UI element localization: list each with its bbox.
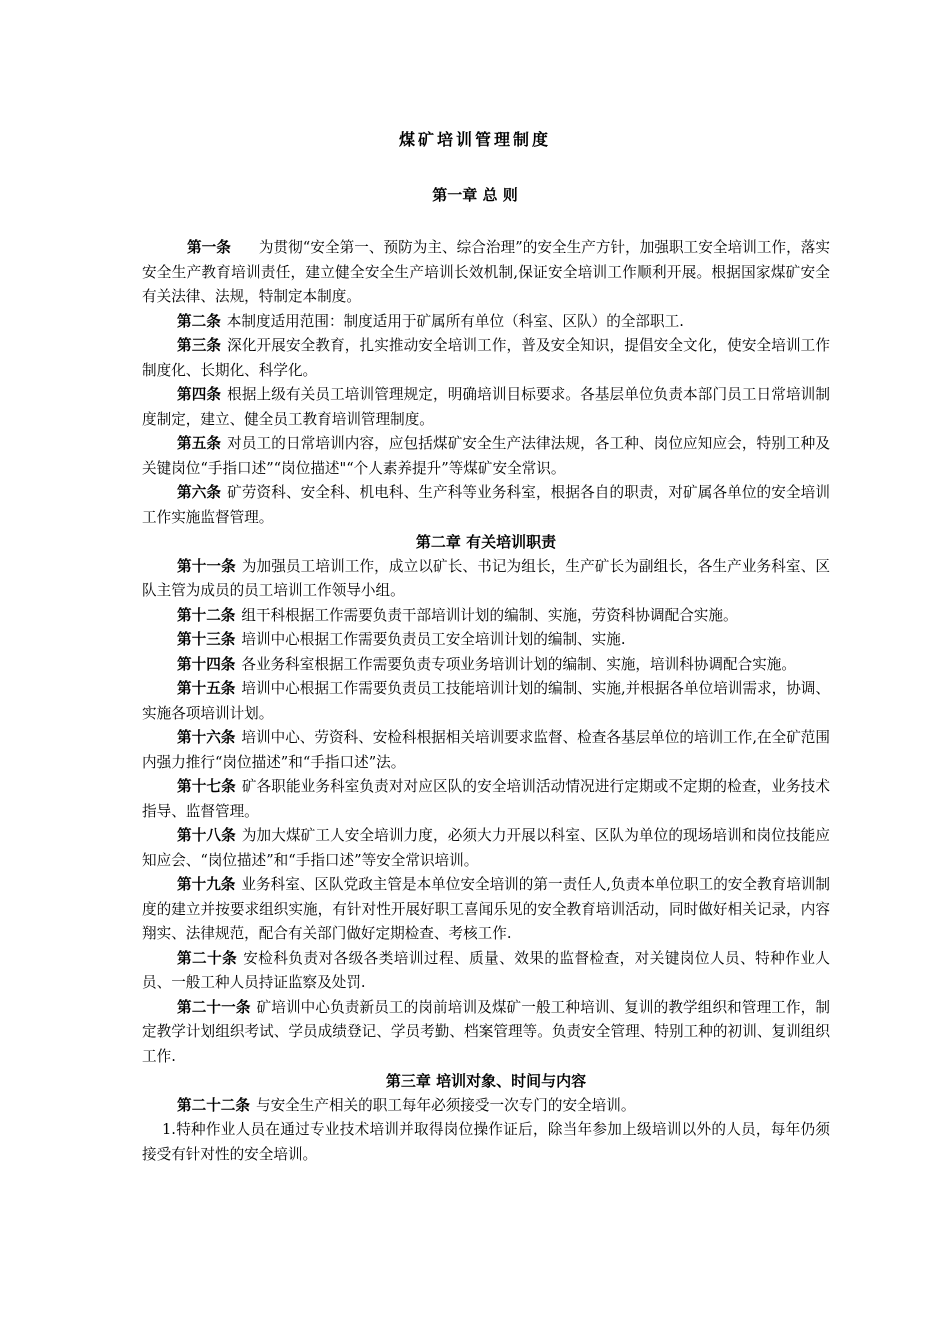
article-label: 第十一条 bbox=[177, 557, 236, 575]
article-label: 第二条 bbox=[177, 312, 221, 330]
article-label: 第四条 bbox=[177, 386, 222, 403]
article-2 bbox=[142, 310, 830, 335]
article-label: 第十八条 bbox=[177, 827, 236, 844]
article-19 bbox=[142, 873, 830, 947]
article-text: 矿劳资科、安全科、机电科、生产科等业务科室，根据各自的职责，对矿属各单位的安全培训工作实施监督管理。 bbox=[142, 484, 830, 526]
article-text: 业务科室、区队党政主管是本单位安全培训的第一责任人,负责本单位职工的安全教育培训制度的建立并按要求组织实施，有针对性开展好职工喜闻乐见的安全教育培训活动，同时做好相关记录，内容翔实、法律规范，配合有关部门做好定期检查、考核工作. bbox=[142, 876, 830, 942]
article-label: 第十二条 bbox=[177, 606, 236, 624]
article-label: 第十五条 bbox=[177, 680, 236, 697]
article-text: 组干科根据工作需要负责干部培训计划的编制、实施，劳资科协调配合实施。 bbox=[241, 606, 738, 624]
article-text: 矿培训中心负责新员工的岗前培训及煤矿一般工种培训、复训的教学组织和管理工作，制定教学计划组织考试、学员成绩登记、学员考勤、档案管理等。负责安全管理、特别工种的初训、复训组织工作. bbox=[142, 998, 830, 1065]
article-1 bbox=[142, 236, 830, 310]
article-15 bbox=[142, 677, 830, 726]
article-22 bbox=[142, 1094, 830, 1119]
document-title: 煤矿培训管理制度 bbox=[398, 130, 551, 149]
article-21 bbox=[142, 996, 830, 1070]
article-17 bbox=[142, 775, 830, 824]
article-6 bbox=[142, 481, 830, 530]
article-text: 为加大煤矿工人安全培训力度，必须大力开展以科室、区队为单位的现场培训和岗位技能应知应会、“岗位描述”和“手指口述”等安全常识培训。 bbox=[142, 827, 830, 869]
article-12 bbox=[142, 604, 830, 629]
article-5 bbox=[142, 432, 830, 481]
article-text: 培训中心根据工作需要负责员工技能培训计划的编制、实施,并根据各单位培训需求，协调、实施各项培训计划。 bbox=[142, 680, 830, 722]
document-body bbox=[142, 236, 830, 1167]
article-label: 第十七条 bbox=[177, 778, 236, 795]
article-13 bbox=[142, 628, 830, 653]
article-label: 第十六条 bbox=[177, 729, 236, 746]
article-text: 培训中心根据工作需要负责员工安全培训计划的编制、实施. bbox=[241, 631, 626, 648]
article-text: 与安全生产相关的职工每年必须接受一次专门的安全培训。 bbox=[255, 1096, 636, 1114]
article-text: 根据上级有关员工培训管理规定，明确培训目标要求。各基层单位负责本部门员工日常培训制度制定，建立、健全员工教育培训管理制度。 bbox=[142, 386, 830, 428]
article-3 bbox=[142, 334, 830, 383]
article-label: 第十四条 bbox=[177, 655, 236, 673]
article-20 bbox=[142, 947, 830, 996]
article-4 bbox=[142, 383, 830, 432]
chapter-heading-2: 第二章 有关培训职责 bbox=[415, 533, 557, 551]
article-label: 第二十条 bbox=[177, 949, 238, 967]
article-text: 本制度适用范围：制度适用于矿属所有单位（科室、区队）的全部职工. bbox=[226, 312, 684, 330]
article-16 bbox=[142, 726, 830, 775]
article-label: 第五条 bbox=[177, 435, 222, 452]
article-14 bbox=[142, 653, 830, 678]
article-label: 第三条 bbox=[177, 337, 222, 354]
chapter-heading-1: 第一章 总 则 bbox=[432, 186, 518, 204]
article-text: 对员工的日常培训内容，应包括煤矿安全生产法律法规，各工种、岗位应知应会，特别工种及关键岗位“手指口述”“岗位描述"“个人素养提升”等煤矿安全常识。 bbox=[142, 435, 830, 477]
article-text: 深化开展安全教育，扎实推动安全培训工作，普及安全知识，提倡安全文化，使安全培训工作制度化、长期化、科学化。 bbox=[142, 337, 830, 379]
article-label: 第十三条 bbox=[177, 631, 236, 648]
article-label: 第二十二条 bbox=[177, 1096, 250, 1114]
list-item-1: 1.特种作业人员在通过专业技术培训并取得岗位操作证后，除当年参加上级培训以外的人员，每年仍须接受有针对性的安全培训。 bbox=[142, 1121, 830, 1163]
article-label: 第二十一条 bbox=[177, 998, 251, 1016]
article-text: 为加强员工培训工作，成立以矿长、书记为组长，生产矿长为副组长，各生产业务科室、区队主管为成员的员工培训工作领导小组。 bbox=[142, 557, 830, 599]
chapter-heading-3: 第三章 培训对象、时间与内容 bbox=[385, 1072, 587, 1090]
article-label: 第六条 bbox=[177, 484, 222, 501]
article-text: 为贯彻“安全第一、预防为主、综合治理”的安全生产方针，加强职工安全培训工作，落实安全生产教育培训责任，建立健全安全生产培训长效机制,保证安全培训工作顺利开展。根据国家煤矿安全有关法律、法规，特制定本制度。 bbox=[142, 239, 830, 305]
article-label: 第一条 bbox=[187, 239, 231, 256]
article-text: 培训中心、劳资科、安检科根据相关培训要求监督、检查各基层单位的培训工作,在全矿范围内强力推行“岗位描述”和“手指口述”法。 bbox=[142, 729, 830, 771]
article-text: 矿各职能业务科室负责对对应区队的安全培训活动情况进行定期或不定期的检查，业务技术指导、监督管理。 bbox=[142, 778, 830, 820]
article-label: 第十九条 bbox=[177, 876, 236, 893]
article-text: 各业务科室根据工作需要负责专项业务培训计划的编制、实施，培训科协调配合实施。 bbox=[241, 655, 796, 673]
article-18 bbox=[142, 824, 830, 873]
article-text: 安检科负责对各级各类培训过程、质量、效果的监督检查，对关键岗位人员、特种作业人员、一般工种人员持证监察及处罚. bbox=[142, 949, 830, 991]
article-11 bbox=[142, 555, 830, 604]
